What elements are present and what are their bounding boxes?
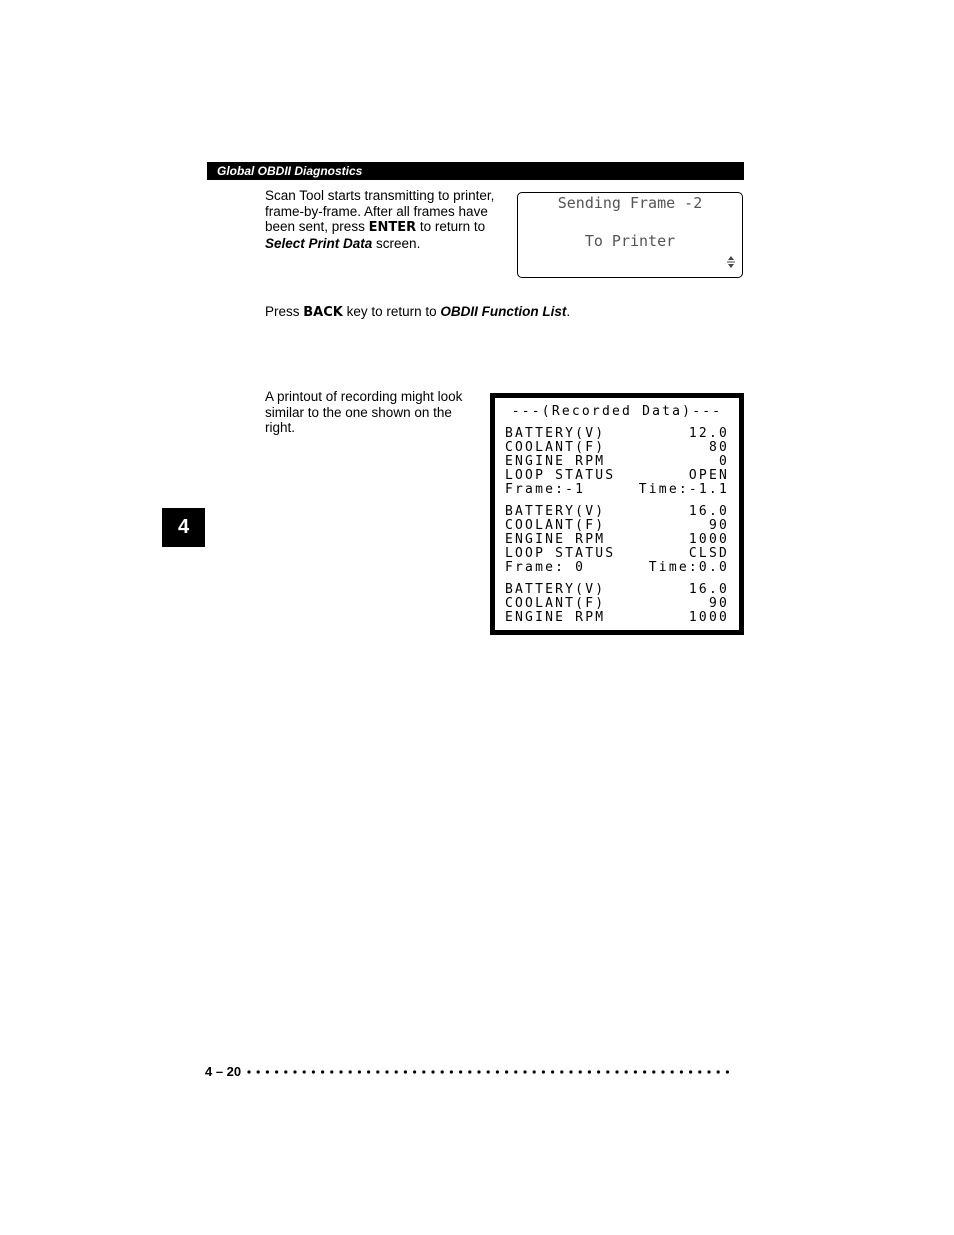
select-print-data-ref: Select Print Data — [265, 235, 373, 251]
printout-row-label: BATTERY(V) — [505, 504, 606, 519]
printout-row-label: LOOP STATUS — [505, 468, 616, 483]
printout-row — [505, 519, 729, 533]
printout-row-value: 1000 — [688, 610, 729, 625]
printout-row-label: COOLANT(F) — [505, 518, 606, 533]
section-header-title: Global OBDII Diagnostics — [217, 164, 363, 178]
instruction-paragraph-back — [265, 304, 725, 321]
back-key-label: BACK — [303, 305, 343, 320]
para-text: Press — [265, 304, 304, 319]
printout-row-label: COOLANT(F) — [505, 440, 606, 455]
printout-row — [505, 455, 729, 469]
printout-row-value: Time:0.0 — [648, 560, 729, 575]
scan-tool-display — [517, 192, 743, 278]
printout-title: ---(Recorded Data)--- — [511, 404, 723, 419]
para-text: screen. — [372, 235, 421, 251]
printout-row — [505, 561, 729, 575]
page-number: 4 – 20 — [205, 1064, 242, 1079]
printout-row — [505, 441, 729, 455]
display-line-1: Sending Frame -2 — [557, 194, 703, 212]
printout-row-label: BATTERY(V) — [505, 426, 606, 441]
enter-key-label: ENTER — [368, 220, 417, 235]
printout-row-value: OPEN — [688, 468, 729, 483]
printout-row-label: ENGINE RPM — [505, 610, 606, 625]
printout-row — [505, 469, 729, 483]
printout-row-label: ENGINE RPM — [505, 532, 606, 547]
section-header — [207, 162, 744, 180]
printout-row-value: 0 — [718, 454, 729, 469]
printout-row — [505, 611, 729, 625]
printout-row-value: 12.0 — [688, 426, 729, 441]
recorded-data-printout — [490, 393, 744, 635]
printout-row-value: 16.0 — [688, 582, 729, 597]
dot-leader — [245, 1064, 733, 1080]
chapter-tab: 4 — [162, 508, 205, 547]
printout-row-label: LOOP STATUS — [505, 546, 616, 561]
printout-row-value: 1000 — [688, 532, 729, 547]
printout-row-value: Time:-1.1 — [638, 482, 729, 497]
printout-row-value: 16.0 — [688, 504, 729, 519]
printout-row — [505, 505, 729, 519]
para-text: Scan Tool starts transmitting to printer, frame-by-frame. After all frames have been sent, press — [265, 188, 495, 234]
para-text: . — [566, 304, 571, 319]
display-line-2: To Printer — [584, 232, 676, 250]
printout-description: A printout of recording might look similar to the one shown on the right. — [265, 389, 463, 435]
scroll-updown-icon — [726, 256, 736, 268]
printout-row-label: BATTERY(V) — [505, 582, 606, 597]
printout-row-label: Frame:-1 — [505, 482, 586, 497]
printout-row-value: CLSD — [688, 546, 729, 561]
printout-row-label: Frame: 0 — [505, 560, 586, 575]
printout-row-value: 90 — [708, 518, 729, 533]
instruction-paragraph-send — [265, 188, 505, 251]
printout-row — [505, 533, 729, 547]
printout-row-label: COOLANT(F) — [505, 596, 606, 611]
printout-row — [505, 547, 729, 561]
page-footer — [205, 1064, 745, 1080]
para-text: to return to — [416, 219, 486, 234]
printout-row-value: 80 — [708, 440, 729, 455]
printout-row — [505, 583, 729, 597]
printout-row-label: ENGINE RPM — [505, 454, 606, 469]
printout-row — [505, 597, 729, 611]
printout-row-value: 90 — [708, 596, 729, 611]
para-text: key to return to — [342, 304, 441, 319]
obdii-function-list-ref: OBDII Function List — [440, 304, 567, 319]
printout-row — [505, 427, 729, 441]
printout-row — [505, 483, 729, 497]
